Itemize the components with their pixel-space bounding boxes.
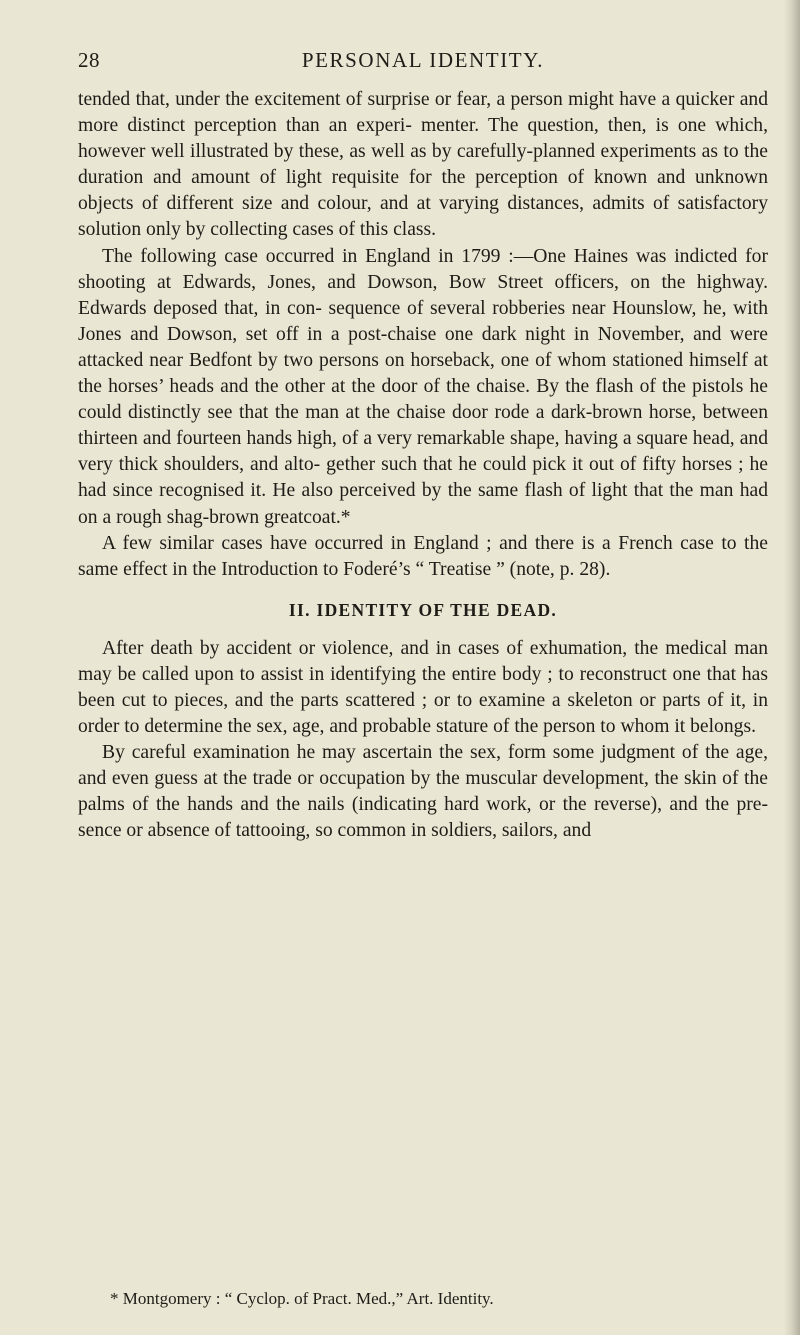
paragraph-similar-cases: A few similar cases have occurred in England ; and there is a French case to the same effect in the Introduction to Foderé’s “ Treatise ” (note, p. 28). — [78, 532, 768, 580]
page-body — [78, 87, 768, 845]
page-number: 28 — [78, 48, 100, 72]
running-title: PERSONAL IDENTITY. — [301, 48, 545, 72]
paragraph-continuation: tended that, under the excitement of surprise or fear, a person might have a quicker and more distinct perception than an experi- menter. The question, then, is one which, however well illustrated by these, as well as by carefully-planned experiments as to the duration and amount of light requisite for the perception of known and unknown objects of different size and colour, and at varying distances, admits of satisfactory solution only by collecting cases of this class. — [78, 89, 768, 241]
page-header — [78, 48, 768, 78]
section-heading: II. IDENTITY OF THE DEAD. — [288, 599, 558, 620]
paragraph-haines-case: The following case occurred in England in 1799 :—One Haines was indicted for shooting at Edwards, Jones, and Dowson, Bow Street officers, on the highway. Edwards deposed that, in con- sequence of several robberies near Hounslow, he, with Jones and Dowson, set off in a post-chaise one dark night in November, and were attacked near Bedfont by two persons on horseback, one of whom stationed himself at the horses’ heads and the other at the door of the chaise. By the flash of the pistols he could distinctly see that the man at the chaise door rode a dark-brown horse, between thirteen and fourteen hands high, of a very remarkable shape, having a square head, and very thick shoulders, and alto- gether such that he could pick it out of fifty horses ; he had since recognised it. He also perceived by the same flash of light that the man had on a rough shag-brown greatcoat.* — [78, 245, 768, 528]
paragraph-careful-examination: By careful examination he may ascertain the sex, form some judgment of the age, and even guess at the trade or occupation by the muscular development, the skin of the palms of the hands and the nails (indicating hard work, or the reverse), and the pre- sence or absence of tattooing, so common in soldiers, sailors, and — [78, 742, 768, 842]
footnote: * Montgomery : “ Cyclop. of Pract. Med.,” Art. Identity. — [110, 1289, 494, 1308]
page-edge-shadow — [784, 0, 800, 1335]
paragraph-after-death: After death by accident or violence, and in cases of exhumation, the medical man may be called upon to assist in identifying the entire body ; to reconstruct one that has been cut to pieces, and the parts scattered ; or to examine a skeleton or parts of it, in order to determine the sex, age, and probable stature of the person to whom it belongs. — [78, 637, 768, 738]
